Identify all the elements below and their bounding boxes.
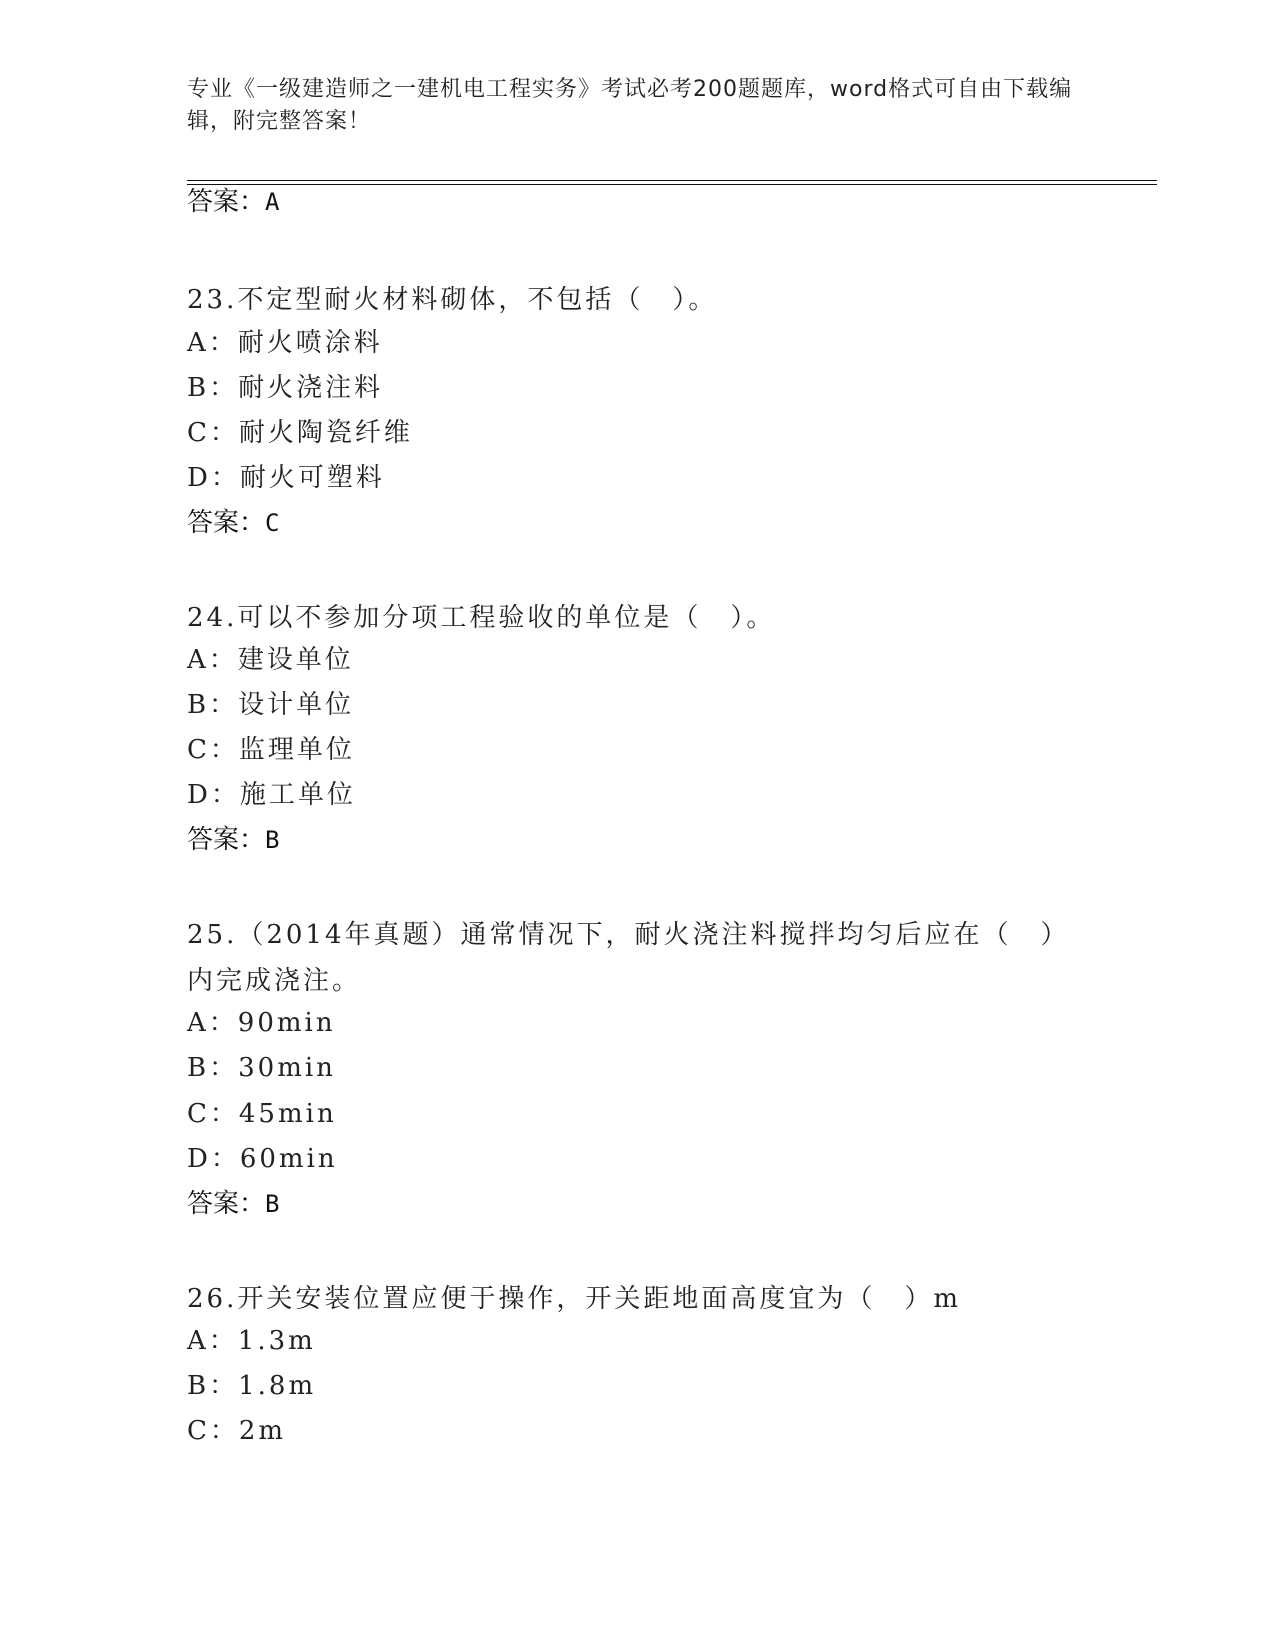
answer-label: 答案：	[187, 1189, 266, 1219]
answer-value: A	[265, 188, 280, 216]
header-rule-bottom	[187, 184, 1157, 185]
question-25-option-b: B：30min	[187, 1053, 336, 1083]
question-24-option-d: D：施工单位	[187, 780, 356, 810]
answer-value: C	[265, 509, 280, 537]
question-25-option-d: D：60min	[187, 1144, 338, 1174]
question-26: 26.开关安装位置应便于操作，开关距地面高度宜为（ ）m	[187, 1284, 962, 1314]
answer-label: 答案：	[187, 825, 266, 855]
question-23-option-a: A：耐火喷涂料	[187, 328, 383, 358]
answer-24	[187, 823, 279, 857]
question-26-option-c: C：2m	[187, 1416, 287, 1446]
question-24-option-c: C：监理单位	[187, 735, 355, 765]
question-23-option-d: D：耐火可塑料	[187, 463, 385, 493]
answer-22	[187, 185, 279, 219]
answer-23	[187, 506, 279, 540]
answer-value: B	[265, 1190, 280, 1218]
question-24-option-b: B：设计单位	[187, 690, 355, 720]
question-24-option-a: A：建设单位	[187, 645, 354, 675]
answer-value: B	[265, 826, 280, 854]
question-23: 23.不定型耐火材料砌体，不包括（ ）。	[187, 285, 718, 315]
question-23-option-b: B：耐火浇注料	[187, 373, 384, 403]
document-header: 专业《一级建造师之一建机电工程实务》考试必考200题题库，word格式可自由下载编辑，附完整答案！	[187, 77, 1073, 134]
question-25-option-c: C：45min	[187, 1099, 337, 1129]
header-rule-top	[187, 180, 1157, 181]
question-25: 25.（2014年真题）通常情况下，耐火浇注料搅拌均匀后应在（ ）内完成浇注。	[187, 920, 1070, 996]
question-26-option-a: A：1.3m	[187, 1326, 316, 1356]
answer-25	[187, 1187, 279, 1221]
question-24: 24.可以不参加分项工程验收的单位是（ ）。	[187, 603, 776, 633]
question-26-option-b: B：1.8m	[187, 1371, 317, 1401]
answer-label: 答案：	[187, 508, 266, 538]
answer-label: 答案：	[187, 187, 266, 217]
question-23-option-c: C：耐火陶瓷纤维	[187, 418, 413, 448]
question-25-option-a: A：90min	[187, 1008, 336, 1038]
